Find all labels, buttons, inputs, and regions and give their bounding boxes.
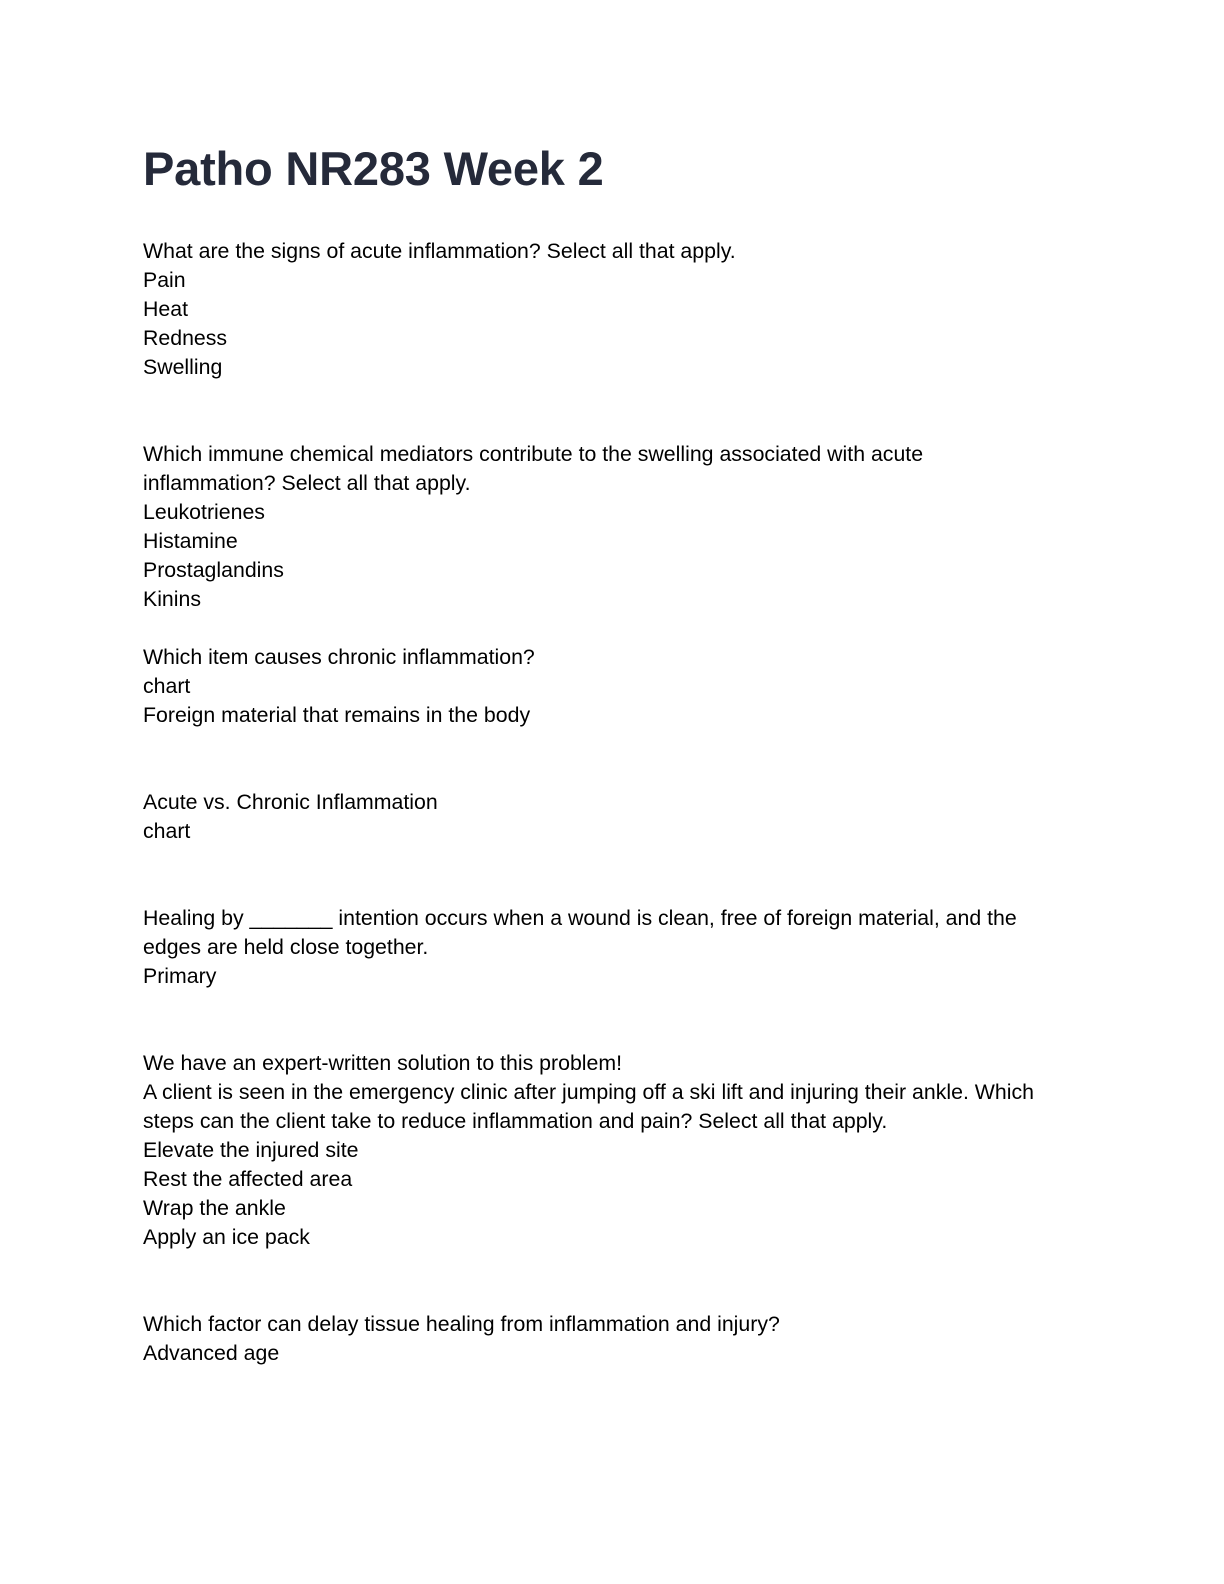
question-block-acute-signs xyxy=(143,237,1083,382)
answer-item: Apply an ice pack xyxy=(143,1225,310,1249)
answer-item: Leukotrienes xyxy=(143,500,265,524)
document-page xyxy=(143,138,1083,1368)
spacer xyxy=(143,991,1083,1049)
answer-item: Elevate the injured site xyxy=(143,1138,359,1162)
answer-item: Pain xyxy=(143,268,186,292)
question-text: inflammation? Select all that apply. xyxy=(143,471,471,495)
expert-solution-note: We have an expert-written solution to this problem! xyxy=(143,1051,623,1075)
answer-item: Prostaglandins xyxy=(143,558,284,582)
section-acute-vs-chronic xyxy=(143,788,1083,846)
spacer xyxy=(143,1252,1083,1310)
answer-item: Wrap the ankle xyxy=(143,1196,286,1220)
question-text: Which immune chemical mediators contribute to the swelling associated with acute xyxy=(143,442,924,466)
question-text: steps can the client take to reduce inflammation and pain? Select all that apply. xyxy=(143,1109,888,1133)
chart-label: chart xyxy=(143,674,191,698)
spacer xyxy=(143,846,1083,904)
answer-item: Swelling xyxy=(143,355,223,379)
question-text: edges are held close together. xyxy=(143,935,429,959)
answer-item: Redness xyxy=(143,326,228,350)
section-heading: Acute vs. Chronic Inflammation xyxy=(143,790,438,814)
question-text: A client is seen in the emergency clinic after jumping off a ski lift and injuring their ankle. Which xyxy=(143,1080,1034,1104)
spacer xyxy=(143,614,1083,643)
answer-item: Heat xyxy=(143,297,188,321)
answer-item: Rest the affected area xyxy=(143,1167,353,1191)
page-title: Patho NR283 Week 2 xyxy=(143,142,604,195)
question-block-chronic-cause xyxy=(143,643,1083,730)
answer-item: Kinins xyxy=(143,587,202,611)
question-text: What are the signs of acute inflammation? Select all that apply. xyxy=(143,239,736,263)
answer-item: Advanced age xyxy=(143,1341,280,1365)
spacer xyxy=(143,730,1083,788)
question-block-delay-healing xyxy=(143,1310,1083,1368)
question-text: Which item causes chronic inflammation? xyxy=(143,645,535,669)
question-text: Which factor can delay tissue healing from inflammation and injury? xyxy=(143,1312,780,1336)
answer-item: Primary xyxy=(143,964,217,988)
spacer xyxy=(143,382,1083,440)
question-block-healing-intention xyxy=(143,904,1083,991)
question-text: Healing by _______ intention occurs when a wound is clean, free of foreign material, and the xyxy=(143,906,1017,930)
answer-item: Foreign material that remains in the body xyxy=(143,703,531,727)
question-block-mediators xyxy=(143,440,1083,614)
chart-label: chart xyxy=(143,819,191,843)
answer-item: Histamine xyxy=(143,529,238,553)
question-block-ankle-injury xyxy=(143,1049,1083,1252)
